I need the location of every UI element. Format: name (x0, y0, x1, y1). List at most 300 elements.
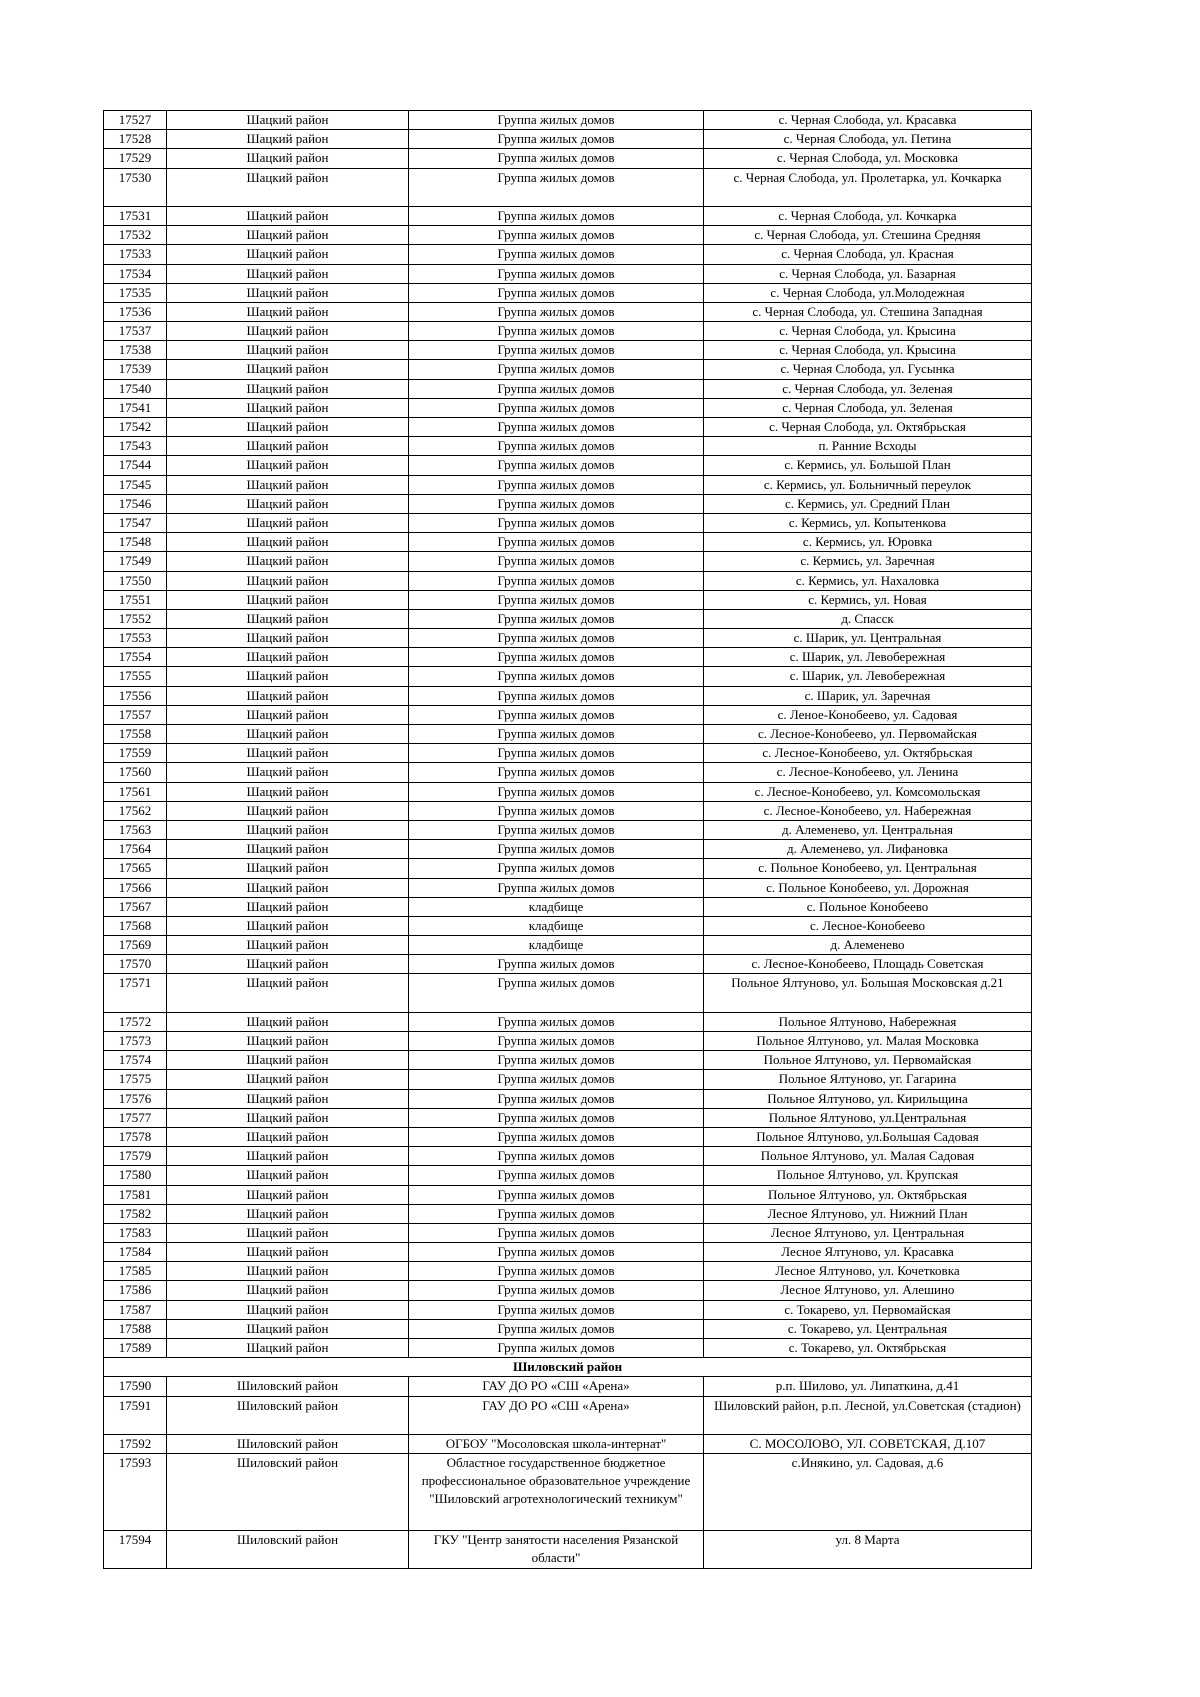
table-row (104, 494, 1032, 513)
row-number-cell: 17586 (104, 1281, 167, 1300)
district-cell: Шиловский район (167, 1434, 409, 1453)
object-type-cell: Группа жилых домов (409, 859, 704, 878)
address-cell: с. Шарик, ул. Центральная (704, 629, 1032, 648)
object-type-cell: Группа жилых домов (409, 1166, 704, 1185)
address-cell: с. Лесное-Конобеево, ул. Комсомольская (704, 782, 1032, 801)
address-cell: с. Леное-Конобеево, ул. Садовая (704, 705, 1032, 724)
table-row (104, 1339, 1032, 1358)
object-type-cell: Группа жилых домов (409, 1262, 704, 1281)
table-row (104, 1012, 1032, 1031)
object-type-cell: Группа жилых домов (409, 226, 704, 245)
table-row (104, 686, 1032, 705)
row-number-cell: 17552 (104, 609, 167, 628)
object-type-cell: Группа жилых домов (409, 1300, 704, 1319)
district-cell: Шацкий район (167, 1223, 409, 1242)
table-row (104, 629, 1032, 648)
district-cell: Шацкий район (167, 1127, 409, 1146)
address-cell: с.Инякино, ул. Садовая, д.6 (704, 1454, 1032, 1531)
district-cell: Шацкий район (167, 1243, 409, 1262)
table-row (104, 130, 1032, 149)
row-number-cell: 17529 (104, 149, 167, 168)
address-cell: с. Шарик, ул. Заречная (704, 686, 1032, 705)
address-cell: с. Черная Слобода, ул. Крысина (704, 341, 1032, 360)
address-cell: Лесное Ялтуново, ул. Нижний План (704, 1204, 1032, 1223)
object-type-cell: Группа жилых домов (409, 820, 704, 839)
object-type-cell: Группа жилых домов (409, 801, 704, 820)
district-cell: Шацкий район (167, 360, 409, 379)
district-cell: Шацкий район (167, 1032, 409, 1051)
table-row (104, 1530, 1032, 1568)
object-type-cell: Группа жилых домов (409, 1339, 704, 1358)
address-cell: с. Кермись, ул. Заречная (704, 552, 1032, 571)
table-row (104, 1204, 1032, 1223)
object-type-cell: Группа жилых домов (409, 533, 704, 552)
object-type-cell: Группа жилых домов (409, 130, 704, 149)
district-cell: Шацкий район (167, 725, 409, 744)
table-row (104, 398, 1032, 417)
address-cell: с. Кермись, ул. Юровка (704, 533, 1032, 552)
object-type-cell: Группа жилых домов (409, 667, 704, 686)
address-cell: д. Алеменево (704, 936, 1032, 955)
table-row (104, 1070, 1032, 1089)
address-cell: Польное Ялтуново, ул. Первомайская (704, 1051, 1032, 1070)
row-number-cell: 17548 (104, 533, 167, 552)
row-number-cell: 17567 (104, 897, 167, 916)
row-number-cell: 17574 (104, 1051, 167, 1070)
object-type-cell: ГКУ "Центр занятости населения Рязанской области" (409, 1530, 704, 1568)
district-cell: Шацкий район (167, 533, 409, 552)
district-cell: Шацкий район (167, 149, 409, 168)
row-number-cell: 17547 (104, 513, 167, 532)
row-number-cell: 17576 (104, 1089, 167, 1108)
row-number-cell: 17573 (104, 1032, 167, 1051)
address-cell: с. Черная Слобода, ул. Петина (704, 130, 1032, 149)
district-cell: Шацкий район (167, 418, 409, 437)
district-cell: Шацкий район (167, 974, 409, 1012)
row-number-cell: 17591 (104, 1396, 167, 1434)
table-row (104, 552, 1032, 571)
district-cell: Шацкий район (167, 1089, 409, 1108)
address-cell: с. Черная Слобода, ул. Красавка (704, 111, 1032, 130)
table-row (104, 1185, 1032, 1204)
table-row (104, 475, 1032, 494)
object-type-cell: Группа жилых домов (409, 360, 704, 379)
table-row (104, 878, 1032, 897)
address-cell: с. Кермись, ул. Большой План (704, 456, 1032, 475)
row-number-cell: 17539 (104, 360, 167, 379)
section-heading-row (104, 1358, 1032, 1377)
table-row (104, 533, 1032, 552)
table-row (104, 1281, 1032, 1300)
row-number-cell: 17579 (104, 1147, 167, 1166)
table-row (104, 322, 1032, 341)
district-cell: Шацкий район (167, 494, 409, 513)
row-number-cell: 17544 (104, 456, 167, 475)
table-row (104, 1377, 1032, 1396)
object-type-cell: Группа жилых домов (409, 302, 704, 321)
address-cell: Польное Ялтуново, ул. Малая Садовая (704, 1147, 1032, 1166)
row-number-cell: 17543 (104, 437, 167, 456)
address-cell: Польное Ялтуново, ул. Кирильщина (704, 1089, 1032, 1108)
table-row (104, 897, 1032, 916)
address-cell: р.п. Шилово, ул. Липаткина, д.41 (704, 1377, 1032, 1396)
district-cell: Шиловский район (167, 1454, 409, 1531)
table-row (104, 245, 1032, 264)
object-type-cell: Группа жилых домов (409, 705, 704, 724)
row-number-cell: 17554 (104, 648, 167, 667)
district-cell: Шацкий район (167, 226, 409, 245)
table-row (104, 149, 1032, 168)
row-number-cell: 17588 (104, 1319, 167, 1338)
address-cell: Шиловский район, р.п. Лесной, ул.Советская (стадион) (704, 1396, 1032, 1434)
address-cell: Польное Ялтуново, ул.Центральная (704, 1108, 1032, 1127)
district-cell: Шацкий район (167, 878, 409, 897)
table-row (104, 763, 1032, 782)
table-row (104, 916, 1032, 935)
object-type-cell: Группа жилых домов (409, 1032, 704, 1051)
row-number-cell: 17556 (104, 686, 167, 705)
table-row (104, 1108, 1032, 1127)
row-number-cell: 17582 (104, 1204, 167, 1223)
table-row (104, 1243, 1032, 1262)
district-cell: Шиловский район (167, 1396, 409, 1434)
object-type-cell: ОГБОУ "Мосоловская школа-интернат" (409, 1434, 704, 1453)
district-cell: Шацкий район (167, 859, 409, 878)
object-type-cell: Группа жилых домов (409, 168, 704, 206)
table-row (104, 360, 1032, 379)
object-type-cell: Группа жилых домов (409, 475, 704, 494)
row-number-cell: 17564 (104, 840, 167, 859)
table-row (104, 513, 1032, 532)
address-cell: с. Лесное-Конобеево, ул. Октябрьская (704, 744, 1032, 763)
address-cell: с. Черная Слобода, ул. Стешина Западная (704, 302, 1032, 321)
address-cell: с. Токарево, ул. Центральная (704, 1319, 1032, 1338)
row-number-cell: 17593 (104, 1454, 167, 1531)
district-cell: Шацкий район (167, 667, 409, 686)
row-number-cell: 17561 (104, 782, 167, 801)
table-row (104, 725, 1032, 744)
row-number-cell: 17580 (104, 1166, 167, 1185)
district-cell: Шацкий район (167, 130, 409, 149)
address-cell: Лесное Ялтуново, ул. Красавка (704, 1243, 1032, 1262)
object-type-cell: Группа жилых домов (409, 494, 704, 513)
district-cell: Шацкий район (167, 379, 409, 398)
table-row (104, 206, 1032, 225)
district-cell: Шацкий район (167, 801, 409, 820)
table-row (104, 1223, 1032, 1242)
district-cell: Шацкий район (167, 629, 409, 648)
table-row (104, 1300, 1032, 1319)
row-number-cell: 17569 (104, 936, 167, 955)
row-number-cell: 17555 (104, 667, 167, 686)
address-cell: с. Кермись, ул. Копытенкова (704, 513, 1032, 532)
row-number-cell: 17594 (104, 1530, 167, 1568)
district-cell: Шацкий район (167, 1051, 409, 1070)
object-type-cell: Группа жилых домов (409, 513, 704, 532)
address-cell: с. Черная Слобода, ул.Молодежная (704, 283, 1032, 302)
address-cell: с. Черная Слобода, ул. Октябрьская (704, 418, 1032, 437)
address-cell: с. Черная Слобода, ул. Пролетарка, ул. Кочкарка (704, 168, 1032, 206)
object-type-cell: Группа жилых домов (409, 1204, 704, 1223)
address-cell: с. Черная Слобода, ул. Зеленая (704, 398, 1032, 417)
row-number-cell: 17546 (104, 494, 167, 513)
object-type-cell: Группа жилых домов (409, 974, 704, 1012)
row-number-cell: 17587 (104, 1300, 167, 1319)
object-type-cell: ГАУ ДО РО «СШ «Арена» (409, 1396, 704, 1434)
district-cell: Шацкий район (167, 782, 409, 801)
row-number-cell: 17589 (104, 1339, 167, 1358)
table-row (104, 379, 1032, 398)
address-cell: ул. 8 Марта (704, 1530, 1032, 1568)
row-number-cell: 17541 (104, 398, 167, 417)
address-cell: д. Спасск (704, 609, 1032, 628)
district-cell: Шацкий район (167, 955, 409, 974)
row-number-cell: 17553 (104, 629, 167, 648)
district-cell: Шацкий район (167, 936, 409, 955)
address-cell: Лесное Ялтуново, ул. Кочетковка (704, 1262, 1032, 1281)
object-type-cell: Группа жилых домов (409, 1012, 704, 1031)
table-section-shilovsky (104, 1358, 1032, 1377)
address-cell: с. Черная Слобода, ул. Зеленая (704, 379, 1032, 398)
table-row (104, 302, 1032, 321)
row-number-cell: 17551 (104, 590, 167, 609)
row-number-cell: 17530 (104, 168, 167, 206)
table-row (104, 936, 1032, 955)
district-cell: Шацкий район (167, 398, 409, 417)
address-cell: с. Черная Слобода, ул. Стешина Средняя (704, 226, 1032, 245)
row-number-cell: 17568 (104, 916, 167, 935)
object-type-cell: Группа жилых домов (409, 418, 704, 437)
row-number-cell: 17570 (104, 955, 167, 974)
object-type-cell: Группа жилых домов (409, 552, 704, 571)
address-cell: с. Лесное-Конобеево, ул. Ленина (704, 763, 1032, 782)
row-number-cell: 17559 (104, 744, 167, 763)
district-cell: Шацкий район (167, 686, 409, 705)
row-number-cell: 17590 (104, 1377, 167, 1396)
row-number-cell: 17560 (104, 763, 167, 782)
district-cell: Шацкий район (167, 341, 409, 360)
row-number-cell: 17532 (104, 226, 167, 245)
table-row (104, 648, 1032, 667)
object-type-cell: Областное государственное бюджетное профессиональное образовательное учреждение "Шиловский агротехнологический техникум" (409, 1454, 704, 1531)
object-type-cell: Группа жилых домов (409, 1185, 704, 1204)
table-row (104, 1127, 1032, 1146)
row-number-cell: 17563 (104, 820, 167, 839)
address-cell: с. Черная Слобода, ул. Гусынка (704, 360, 1032, 379)
district-cell: Шацкий район (167, 245, 409, 264)
table-row (104, 859, 1032, 878)
table-row (104, 1262, 1032, 1281)
object-type-cell: Группа жилых домов (409, 264, 704, 283)
district-cell: Шацкий район (167, 322, 409, 341)
row-number-cell: 17566 (104, 878, 167, 897)
table-row (104, 456, 1032, 475)
district-cell: Шацкий район (167, 1166, 409, 1185)
table-row (104, 437, 1032, 456)
district-cell: Шацкий район (167, 302, 409, 321)
address-cell: с. Черная Слобода, ул. Крысина (704, 322, 1032, 341)
address-cell: с. Кермись, ул. Больничный переулок (704, 475, 1032, 494)
table-row (104, 667, 1032, 686)
table-row (104, 820, 1032, 839)
object-type-cell: Группа жилых домов (409, 111, 704, 130)
object-type-cell: ГАУ ДО РО «СШ «Арена» (409, 1377, 704, 1396)
table-row (104, 111, 1032, 130)
district-cell: Шацкий район (167, 1147, 409, 1166)
table-body-shatsky (104, 111, 1032, 1358)
row-number-cell: 17558 (104, 725, 167, 744)
object-type-cell: Группа жилых домов (409, 648, 704, 667)
row-number-cell: 17542 (104, 418, 167, 437)
table-row (104, 571, 1032, 590)
district-cell: Шацкий район (167, 264, 409, 283)
address-cell: с. Черная Слобода, ул. Московка (704, 149, 1032, 168)
table-row (104, 264, 1032, 283)
district-cell: Шацкий район (167, 840, 409, 859)
address-cell: Польное Ялтуново, ул. Большая Московская д.21 (704, 974, 1032, 1012)
address-cell: С. МОСОЛОВО, УЛ. СОВЕТСКАЯ, Д.107 (704, 1434, 1032, 1453)
object-type-cell: Группа жилых домов (409, 609, 704, 628)
row-number-cell: 17534 (104, 264, 167, 283)
address-cell: с. Кермись, ул. Новая (704, 590, 1032, 609)
object-type-cell: Группа жилых домов (409, 763, 704, 782)
district-cell: Шацкий район (167, 1281, 409, 1300)
table-row (104, 590, 1032, 609)
object-type-cell: Группа жилых домов (409, 1281, 704, 1300)
object-type-cell: Группа жилых домов (409, 1051, 704, 1070)
district-cell: Шацкий район (167, 206, 409, 225)
address-cell: с. Польное Конобеево (704, 897, 1032, 916)
row-number-cell: 17565 (104, 859, 167, 878)
object-type-cell: Группа жилых домов (409, 590, 704, 609)
table-row (104, 1147, 1032, 1166)
object-type-cell: Группа жилых домов (409, 744, 704, 763)
address-cell: с. Черная Слобода, ул. Базарная (704, 264, 1032, 283)
table-row (104, 705, 1032, 724)
address-cell: с. Токарево, ул. Октябрьская (704, 1339, 1032, 1358)
table-row (104, 418, 1032, 437)
district-cell: Шиловский район (167, 1530, 409, 1568)
address-cell: Лесное Ялтуново, ул. Алешино (704, 1281, 1032, 1300)
row-number-cell: 17528 (104, 130, 167, 149)
address-cell: с. Кермись, ул. Средний План (704, 494, 1032, 513)
row-number-cell: 17557 (104, 705, 167, 724)
district-cell: Шацкий район (167, 1108, 409, 1127)
object-type-cell: Группа жилых домов (409, 955, 704, 974)
object-type-cell: кладбище (409, 916, 704, 935)
address-cell: с. Шарик, ул. Левобережная (704, 648, 1032, 667)
table-row (104, 1319, 1032, 1338)
row-number-cell: 17572 (104, 1012, 167, 1031)
address-cell: Польное Ялтуново, ул.Большая Садовая (704, 1127, 1032, 1146)
table-row (104, 1396, 1032, 1434)
district-cell: Шацкий район (167, 705, 409, 724)
row-number-cell: 17581 (104, 1185, 167, 1204)
district-cell: Шацкий район (167, 1300, 409, 1319)
address-cell: с. Лесное-Конобеево, ул. Набережная (704, 801, 1032, 820)
object-type-cell: Группа жилых домов (409, 1147, 704, 1166)
address-cell: с. Кермись, ул. Нахаловка (704, 571, 1032, 590)
address-cell: с. Черная Слобода, ул. Кочкарка (704, 206, 1032, 225)
address-cell: Польное Ялтуново, ул. Малая Московка (704, 1032, 1032, 1051)
district-cell: Шацкий район (167, 1070, 409, 1089)
address-cell: Польное Ялтуново, ул. Крупская (704, 1166, 1032, 1185)
address-cell: с. Лесное-Конобеево, Площадь Советская (704, 955, 1032, 974)
district-cell: Шацкий район (167, 820, 409, 839)
row-number-cell: 17527 (104, 111, 167, 130)
object-type-cell: Группа жилых домов (409, 1223, 704, 1242)
object-type-cell: Группа жилых домов (409, 1319, 704, 1338)
table-row (104, 1032, 1032, 1051)
district-cell: Шацкий район (167, 763, 409, 782)
district-cell: Шацкий район (167, 648, 409, 667)
section-heading: Шиловский район (104, 1358, 1032, 1377)
object-type-cell: Группа жилых домов (409, 437, 704, 456)
district-cell: Шацкий район (167, 552, 409, 571)
district-cell: Шацкий район (167, 1339, 409, 1358)
district-cell: Шацкий район (167, 897, 409, 916)
address-cell: п. Ранние Всходы (704, 437, 1032, 456)
address-cell: с. Шарик, ул. Левобережная (704, 667, 1032, 686)
row-number-cell: 17531 (104, 206, 167, 225)
table-body-shilovsky (104, 1377, 1032, 1569)
district-cell: Шацкий район (167, 571, 409, 590)
row-number-cell: 17537 (104, 322, 167, 341)
table-row (104, 609, 1032, 628)
table-row (104, 974, 1032, 1012)
district-cell: Шацкий район (167, 1319, 409, 1338)
object-type-cell: Группа жилых домов (409, 878, 704, 897)
object-type-cell: Группа жилых домов (409, 1243, 704, 1262)
district-cell: Шацкий район (167, 437, 409, 456)
row-number-cell: 17540 (104, 379, 167, 398)
address-cell: с. Польное Конобеево, ул. Дорожная (704, 878, 1032, 897)
district-cell: Шацкий район (167, 1185, 409, 1204)
row-number-cell: 17538 (104, 341, 167, 360)
table-row (104, 1454, 1032, 1531)
address-cell: с. Токарево, ул. Первомайская (704, 1300, 1032, 1319)
table-row (104, 955, 1032, 974)
address-cell: Лесное Ялтуново, ул. Центральная (704, 1223, 1032, 1242)
row-number-cell: 17571 (104, 974, 167, 1012)
object-type-cell: Группа жилых домов (409, 245, 704, 264)
table-row (104, 744, 1032, 763)
object-type-cell: кладбище (409, 897, 704, 916)
district-cell: Шацкий район (167, 168, 409, 206)
address-cell: д. Алеменево, ул. Центральная (704, 820, 1032, 839)
row-number-cell: 17584 (104, 1243, 167, 1262)
table-row (104, 1166, 1032, 1185)
object-type-cell: Группа жилых домов (409, 1070, 704, 1089)
object-type-cell: Группа жилых домов (409, 629, 704, 648)
object-type-cell: Группа жилых домов (409, 149, 704, 168)
address-cell: Польное Ялтуново, Набережная (704, 1012, 1032, 1031)
object-type-cell: Группа жилых домов (409, 1108, 704, 1127)
row-number-cell: 17592 (104, 1434, 167, 1453)
table-row (104, 1051, 1032, 1070)
district-cell: Шацкий район (167, 513, 409, 532)
table-row (104, 840, 1032, 859)
table-row (104, 1434, 1032, 1453)
row-number-cell: 17549 (104, 552, 167, 571)
district-cell: Шацкий район (167, 1204, 409, 1223)
district-cell: Шацкий район (167, 111, 409, 130)
object-type-cell: кладбище (409, 936, 704, 955)
district-cell: Шацкий район (167, 283, 409, 302)
row-number-cell: 17550 (104, 571, 167, 590)
district-cell: Шацкий район (167, 609, 409, 628)
row-number-cell: 17578 (104, 1127, 167, 1146)
